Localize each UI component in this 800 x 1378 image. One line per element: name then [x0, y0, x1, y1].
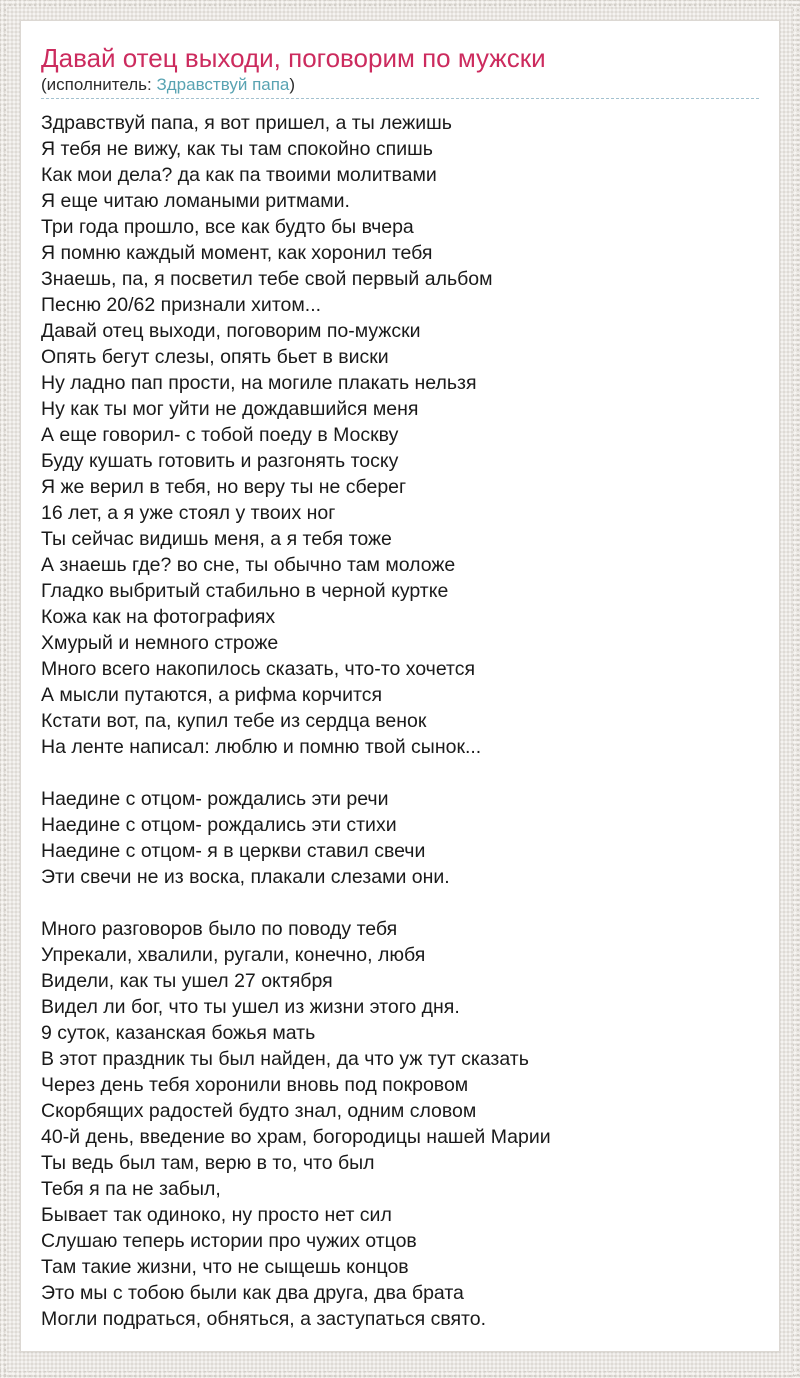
lyric-line: Ну ладно пап прости, на могиле плакать нельзя	[41, 372, 477, 394]
lyric-line: Наедине с отцом- рождались эти стихи	[41, 814, 397, 836]
lyric-line: Гладко выбритый стабильно в черной куртке	[41, 580, 449, 602]
lyric-line: Бывает так одиноко, ну просто нет сил	[41, 1204, 392, 1226]
lyric-line: Кожа как на фотографиях	[41, 606, 276, 628]
lyric-line: Я же верил в тебя, но веру ты не сберег	[41, 476, 407, 498]
lyric-line: Давай отец выходи, поговорим по-мужски	[41, 320, 421, 342]
lyric-line: 16 лет, а я уже стоял у твоих ног	[41, 502, 336, 524]
lyric-line: В этот праздник ты был найден, да что уж тут сказать	[41, 1048, 529, 1070]
lyric-line: Я помню каждый момент, как хоронил тебя	[41, 242, 433, 264]
lyric-line: Могли подраться, обняться, а заступаться свято.	[41, 1308, 487, 1330]
artist-link[interactable]: Здравствуй папа	[156, 75, 290, 94]
lyric-line: Тебя я па не забыл,	[41, 1178, 221, 1200]
lyric-line: Много всего накопилось сказать, что-то хочется	[41, 658, 476, 680]
stanza	[41, 916, 759, 1332]
lyric-line: Буду кушать готовить и разгонять тоску	[41, 450, 399, 472]
lyric-line: Через день тебя хоронили вновь под покровом	[41, 1074, 469, 1096]
song-title: Давай отец выходи, поговорим по мужски	[41, 43, 546, 73]
lyrics	[41, 110, 759, 1332]
lyric-line: 40-й день, введение во храм, богородицы нашей Марии	[41, 1126, 551, 1148]
dashed-separator	[41, 98, 759, 99]
lyric-line: А знаешь где? во сне, ты обычно там моложе	[41, 554, 456, 576]
lyric-line: Видел ли бог, что ты ушел из жизни этого дня.	[41, 996, 460, 1018]
lyric-line: Упрекали, хвалили, ругали, конечно, любя	[41, 944, 426, 966]
lyric-line: Здравствуй папа, я вот пришел, а ты лежишь	[41, 112, 452, 134]
lyric-line: Я тебя не вижу, как ты там спокойно спишь	[41, 138, 433, 160]
artist-suffix: )	[289, 75, 296, 94]
lyric-line: Хмурый и немного строже	[41, 632, 279, 654]
lyric-line: Ты сейчас видишь меня, а я тебя тоже	[41, 528, 392, 550]
lyric-line: На ленте написал: люблю и помню твой сынок...	[41, 736, 482, 758]
lyric-line: А мысли путаются, а рифма корчится	[41, 684, 383, 706]
lyric-line: Наедине с отцом- рождались эти речи	[41, 788, 389, 810]
lyric-line: Я еще читаю ломаными ритмами.	[41, 190, 350, 212]
artist-prefix: (исполнитель:	[41, 75, 157, 94]
lyric-line: Много разговоров было по поводу тебя	[41, 918, 398, 940]
lyric-line: Видели, как ты ушел 27 октября	[41, 970, 333, 992]
lyric-line: Опять бегут слезы, опять бьет в виски	[41, 346, 389, 368]
lyric-line: Кстати вот, па, купил тебе из сердца венок	[41, 710, 427, 732]
lyric-line: Три года прошло, все как будто бы вчера	[41, 216, 414, 238]
lyric-line: Там такие жизни, что не сыщешь концов	[41, 1256, 409, 1278]
perforation-edge-right	[793, 0, 800, 1378]
lyric-line: Это мы с тобою были как два друга, два брата	[41, 1282, 464, 1304]
lyric-line: Наедине с отцом- я в церкви ставил свечи	[41, 840, 426, 862]
lyric-line: Песню 20/62 признали хитом...	[41, 294, 322, 316]
lyric-line: Ну как ты мог уйти не дождавшийся меня	[41, 398, 419, 420]
lyrics-card	[20, 20, 780, 1352]
perforation-edge-left	[0, 0, 7, 1378]
lyric-line: Как мои дела? да как па твоими молитвами	[41, 164, 437, 186]
lyric-line: А еще говорил- с тобой поеду в Москву	[41, 424, 399, 446]
stanza	[41, 110, 759, 760]
lyric-line: Знаешь, па, я посветил тебе свой первый альбом	[41, 268, 493, 290]
artist-line	[41, 75, 759, 95]
stanza	[41, 786, 759, 890]
lyric-line: Скорбящих радостей будто знал, одним словом	[41, 1100, 477, 1122]
lyric-line: Слушаю теперь истории про чужих отцов	[41, 1230, 417, 1252]
lyric-line: Ты ведь был там, верю в то, что был	[41, 1152, 375, 1174]
lyric-line: Эти свечи не из воска, плакали слезами они.	[41, 866, 450, 888]
perforation-edge-bottom	[0, 1371, 800, 1378]
perforation-edge-top	[0, 0, 800, 7]
lyric-line: 9 суток, казанская божья мать	[41, 1022, 316, 1044]
